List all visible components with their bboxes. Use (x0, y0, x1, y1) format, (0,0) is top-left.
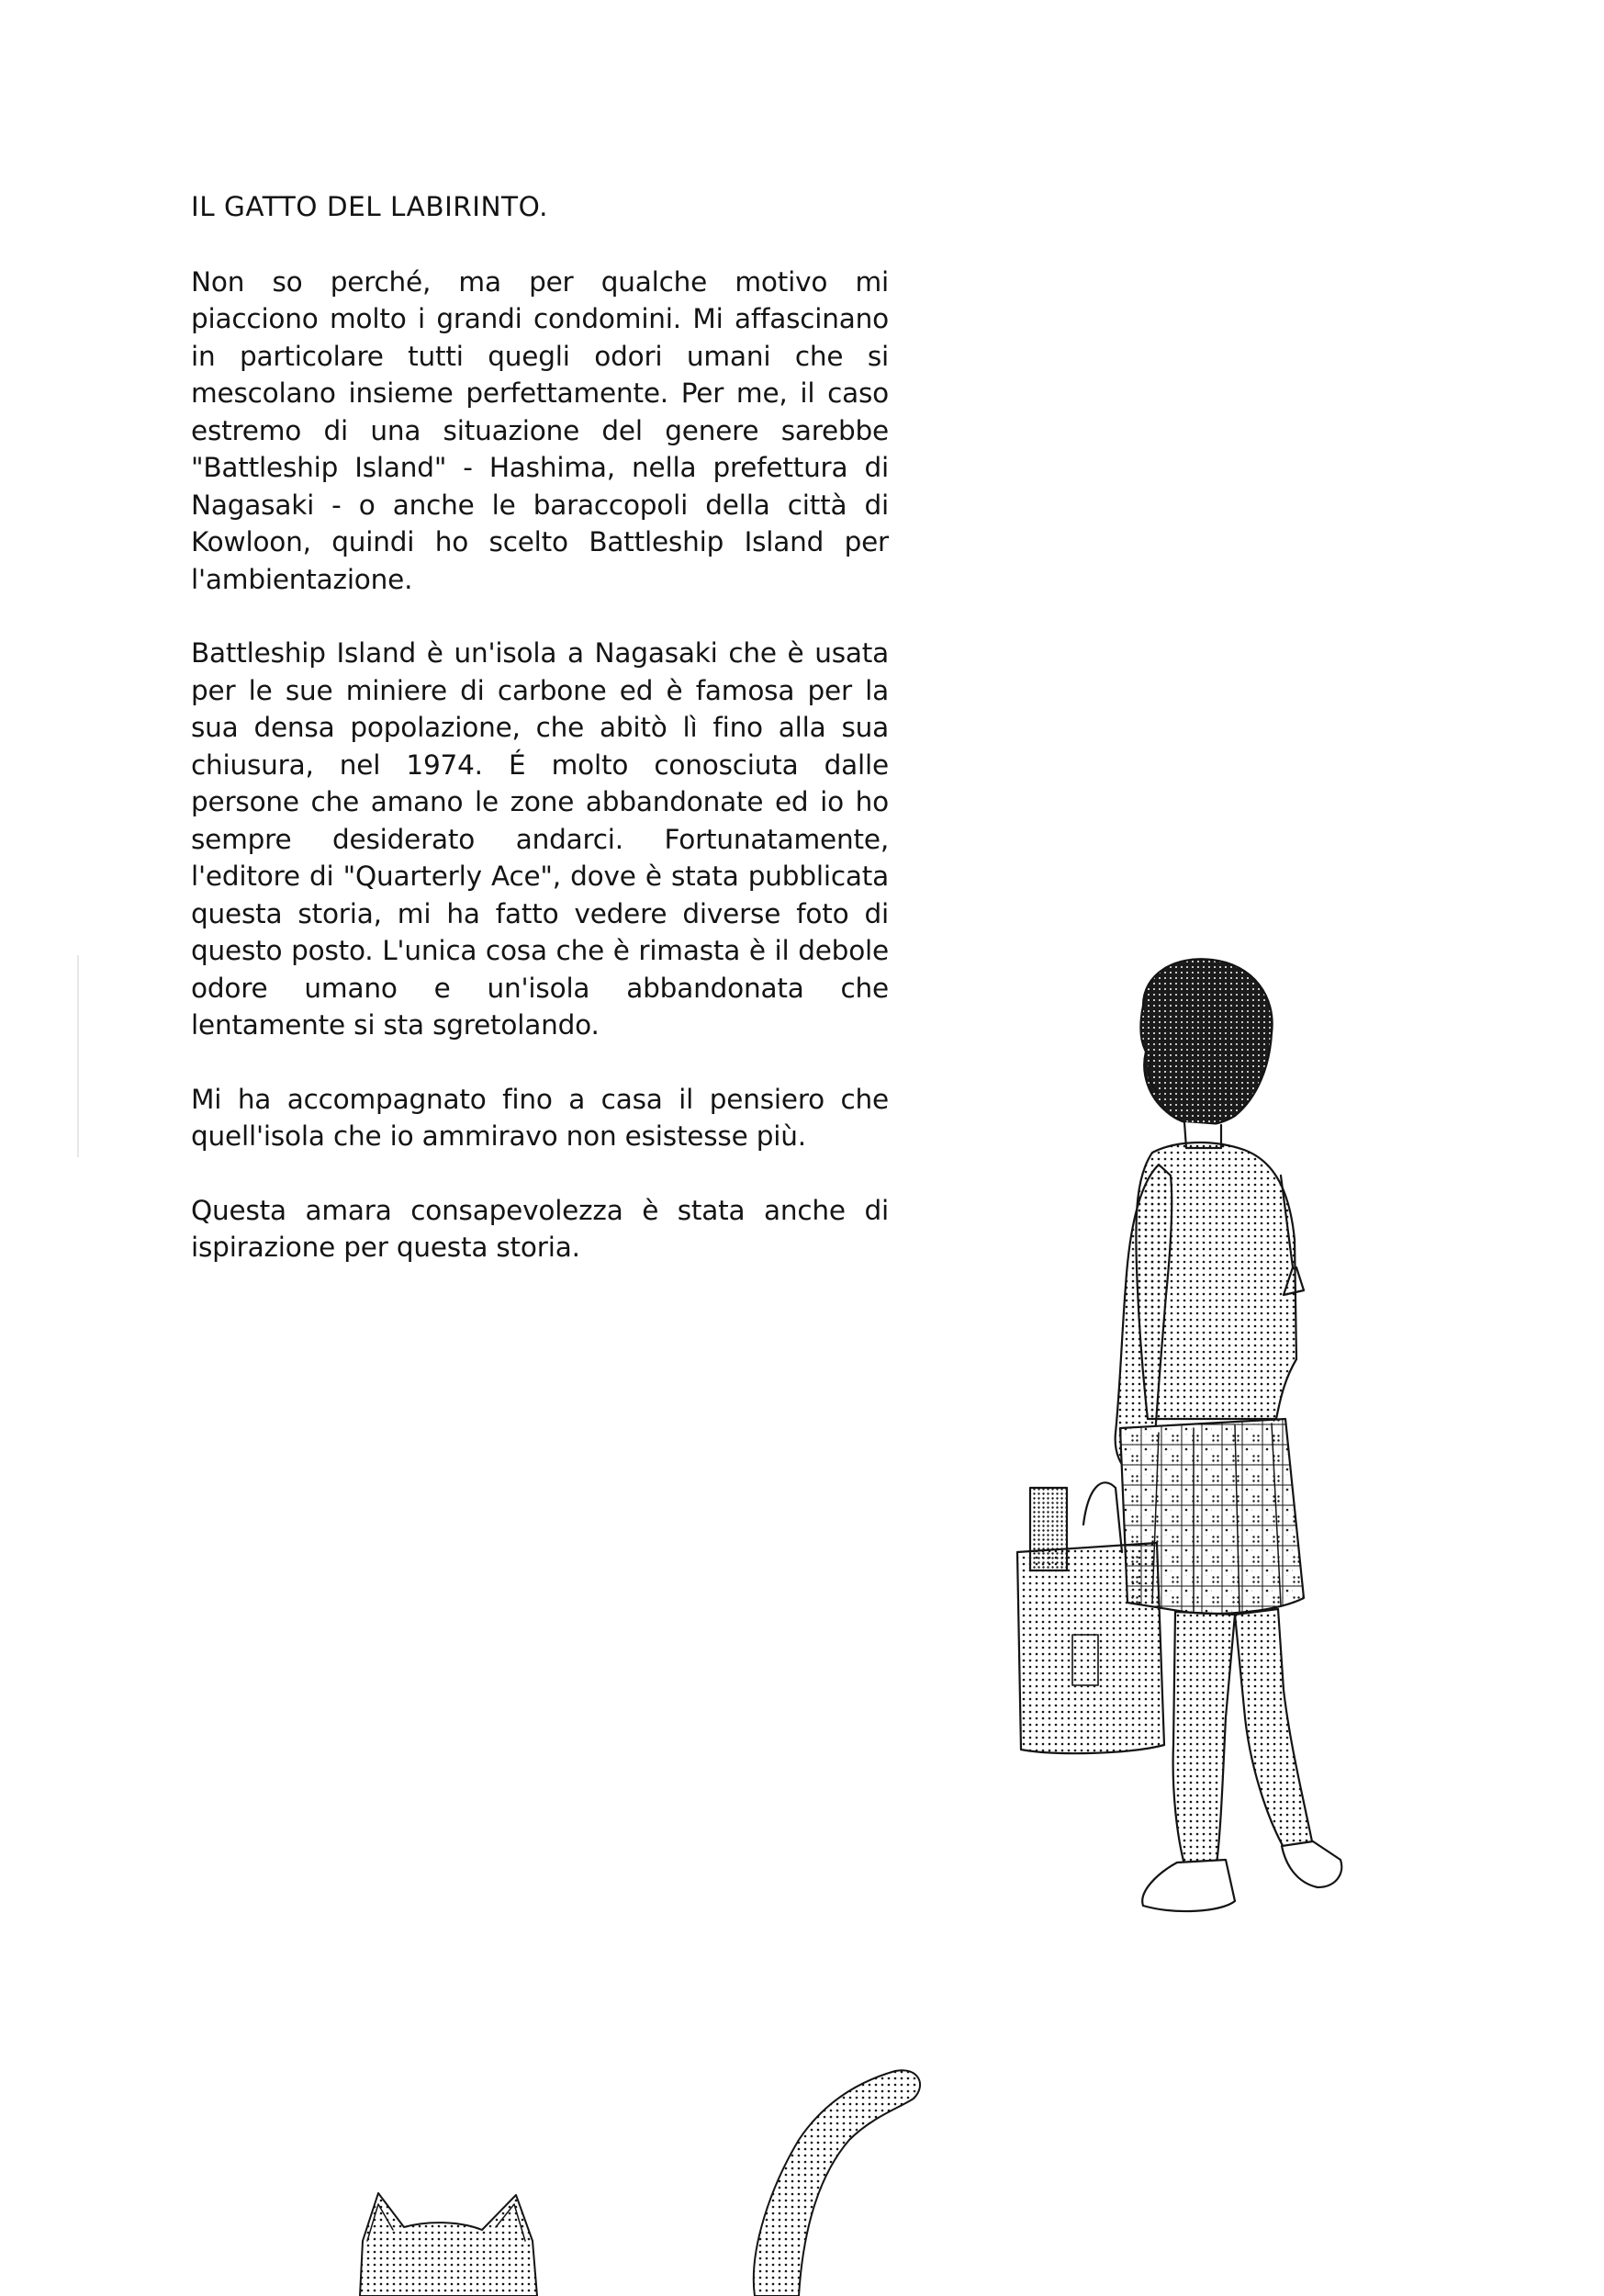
paragraph-1: Non so perché, ma per qualche motivo mi piacciono molto i grandi condomini. Mi affascinano in particolare tutti quegli odori umani che si mescolano insieme perfettamente. Per me, il caso estremo di una situazione del genere sarebbe "Battleship Island" - Hashima, nella prefettura di Nagasaki - o anche le baraccopoli della città di Kowloon, quindi ho scelto Battleship Island per l'ambientazione. (191, 265, 889, 595)
paragraph-4: Questa amara consapevolezza è stata anche di ispirazione per questa storia. (191, 1194, 889, 1263)
child-arm (1116, 1165, 1172, 1474)
child-figure (1017, 959, 1341, 1911)
child-legs (1173, 1612, 1235, 1864)
child-skirt (1120, 1419, 1304, 1614)
child-hair (1140, 959, 1272, 1125)
child-shoe-left (1142, 1860, 1235, 1911)
cat-head (360, 2193, 537, 2296)
child-bag (1017, 1543, 1164, 1753)
cat-tail (754, 2070, 920, 2296)
paragraph-3: Mi ha accompagnato fino a casa il pensiero che quell'isola che io ammiravo non esistesse più. (191, 1083, 889, 1152)
child-shoe-right (1282, 1841, 1341, 1887)
page-title: IL GATTO DEL LABIRINTO. (191, 191, 548, 222)
paragraph-2: Battleship Island è un'isola a Nagasaki che è usata per le sue miniere di carbone ed è famosa per la sua densa popolazione, che abitò lì fino alla sua chiusura, nel 1974. É molto conosciuta dalle persone che amano le zone abbandonate ed io ho sempre desiderato andarci. Fortunatamente, l'editore di "Quarterly Ace", dove è stata pubblicata questa storia, mi ha fatto vedere diverse foto di questo posto. L'unica cosa che è rimasta è il debole odore umano e un'isola abbandonata che lentamente si sta sgretolando. (191, 637, 889, 1041)
afterword-text (191, 188, 889, 1303)
child-sweater (1136, 1142, 1296, 1419)
